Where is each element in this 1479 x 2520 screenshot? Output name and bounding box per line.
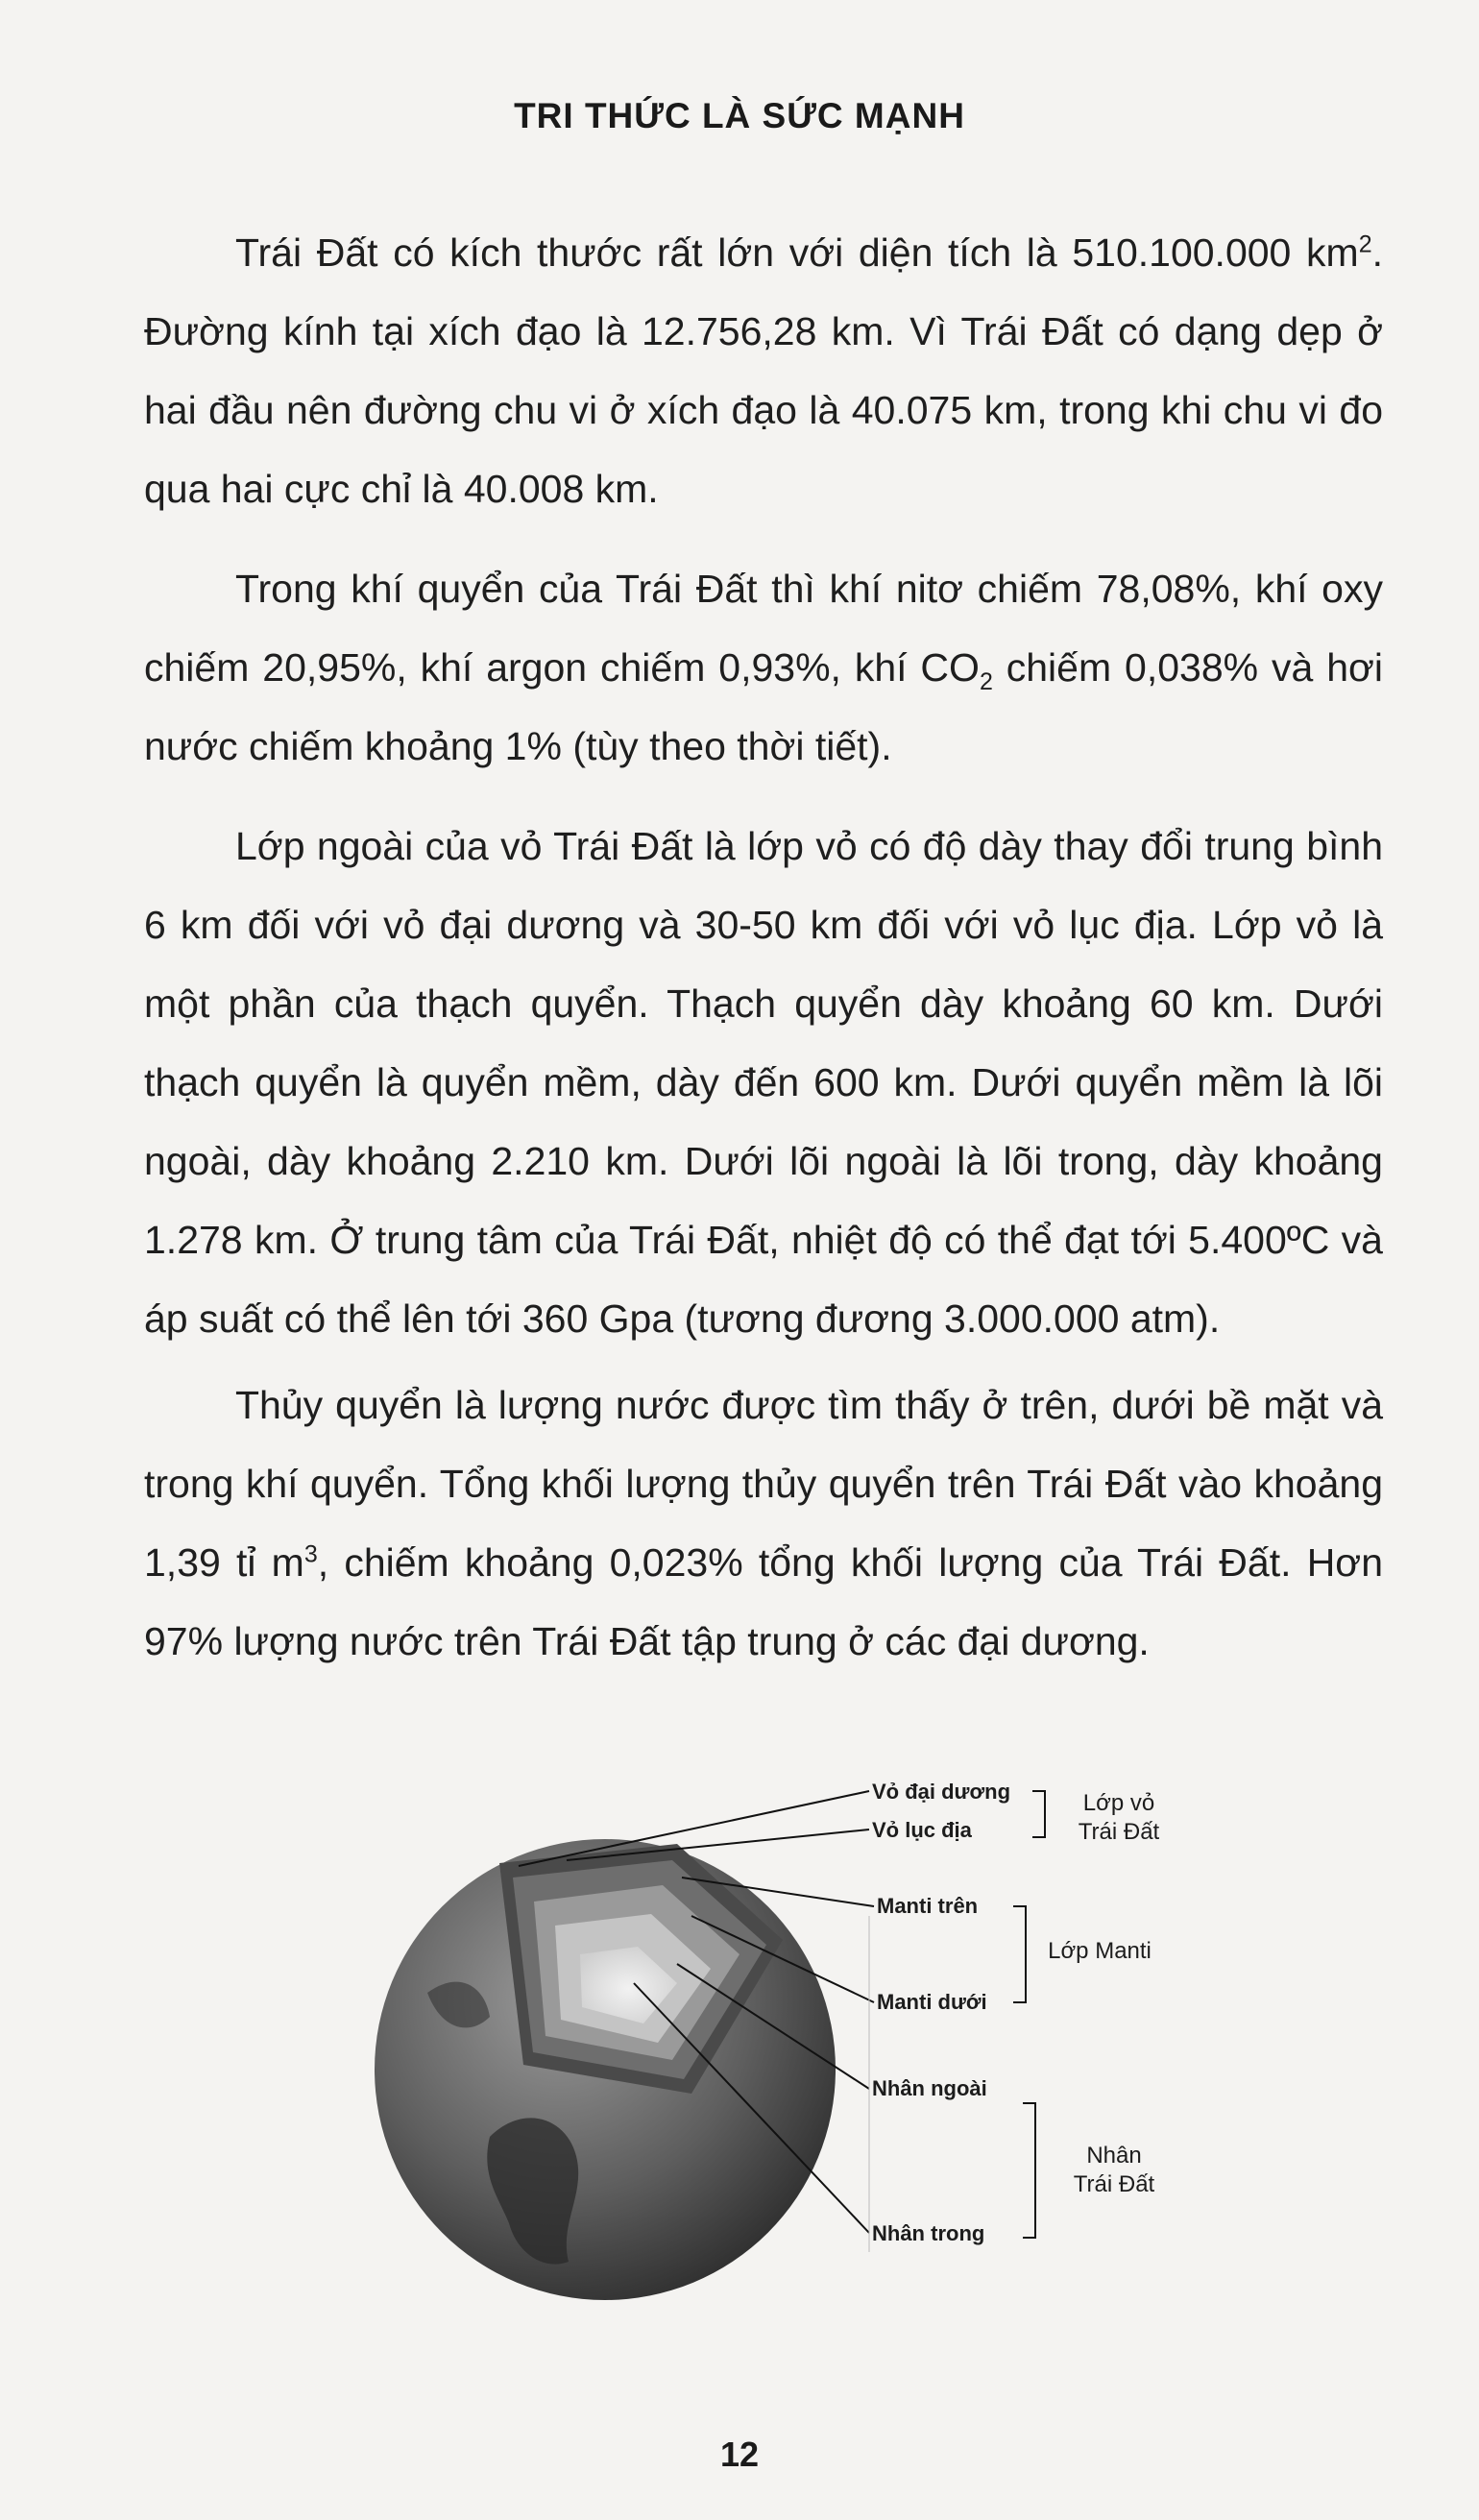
mantle-bracket — [1013, 1906, 1026, 2002]
earth-structure-diagram — [346, 1772, 1210, 2310]
group-label-line: Lớp vỏ — [1082, 1790, 1155, 1816]
paragraph-earth-layers: Lớp ngoài của vỏ Trái Đất là lớp vỏ có độ dày thay đổi trung bình 6 km đối với vỏ đại dương và 30-50 km đối với vỏ lục địa. Lớp vỏ là một phần của thạch quyển. Thạch quyển dày khoảng 60 km. Dưới thạch quyển là quyển mềm, dày đến 600 km. Dưới quyển mềm là lõi ngoài, dày khoảng 2.210 km. Dưới lõi ngoài là lõi trong, dày khoảng 1.278 km. Ở trung tâm của Trái Đất, nhiệt độ có thể đạt tới 5.400ºC và áp suất có thể lên tới 360 Gpa (tương đương 3.000.000 atm). — [144, 824, 1383, 1341]
label-lower-mantle: Manti dưới — [877, 1990, 987, 2014]
crust-bracket — [1032, 1791, 1045, 1837]
superscript: 2 — [1358, 230, 1372, 258]
running-header: TRI THỨC LÀ SỨC MẠNH — [514, 96, 965, 135]
paragraph-text: , chiếm khoảng 0,023% tổng khối lượng của Trái Đất. Hơn 97% lượng nước trên Trái Đất tập trung ở các đại dương. — [144, 1540, 1383, 1663]
label-continental-crust: Vỏ lục địa — [872, 1818, 972, 1842]
subscript: 2 — [979, 668, 993, 696]
group-label-mantle: Lớp Manti — [1048, 1938, 1152, 1964]
group-label-line: Trái Đất — [1073, 2171, 1155, 2197]
paragraph-earth-size — [144, 213, 1383, 528]
group-label-line: Trái Đất — [1078, 1819, 1160, 1845]
paragraph-text: chiếm 0,038% và hơi nước chiếm khoảng 1% (tùy theo thời tiết). — [144, 645, 1383, 768]
core-bracket — [1023, 2103, 1035, 2238]
label-inner-core: Nhân trong — [872, 2221, 985, 2245]
label-oceanic-crust: Vỏ đại dương — [872, 1780, 1011, 1804]
oceanic-crust-leader — [519, 1791, 869, 1866]
superscript: 3 — [303, 1540, 318, 1568]
label-upper-mantle: Manti trên — [877, 1894, 979, 1918]
group-label-crust — [1061, 1789, 1176, 1847]
paragraph-text: . Đường kính tại xích đạo là 12.756,28 km. Vì Trái Đất có dạng dẹp ở hai đầu nên đường chu vi ở xích đạo là 40.075 km, trong khi chu vi đo qua hai cực chỉ là 40.008 km. — [144, 230, 1383, 511]
paragraph-text: Thủy quyển là lượng nước được tìm thấy ở trên, dưới bề mặt và trong khí quyển. Tổng khối lượng thủy quyển trên Trái Đất vào khoảng 1,39 tỉ m — [144, 1383, 1383, 1585]
paragraph-hydrosphere — [144, 1366, 1383, 1681]
page-number: 12 — [719, 2435, 760, 2474]
paragraph-text: Trái Đất có kích thước rất lớn với diện tích là 510.100.000 km — [235, 230, 1359, 275]
paragraph-atmosphere — [144, 549, 1383, 786]
group-label-line: Nhân — [1086, 2143, 1142, 2169]
paragraph-text: Trong khí quyển của Trái Đất thì khí nitơ chiếm 78,08%, khí oxy chiếm 20,95%, khí argon chiếm 0,93%, khí CO — [144, 567, 1383, 690]
earth-cutaway-illustration — [346, 1772, 1210, 2310]
label-outer-core: Nhân ngoài — [872, 2076, 987, 2100]
group-label-core — [1056, 2142, 1172, 2199]
